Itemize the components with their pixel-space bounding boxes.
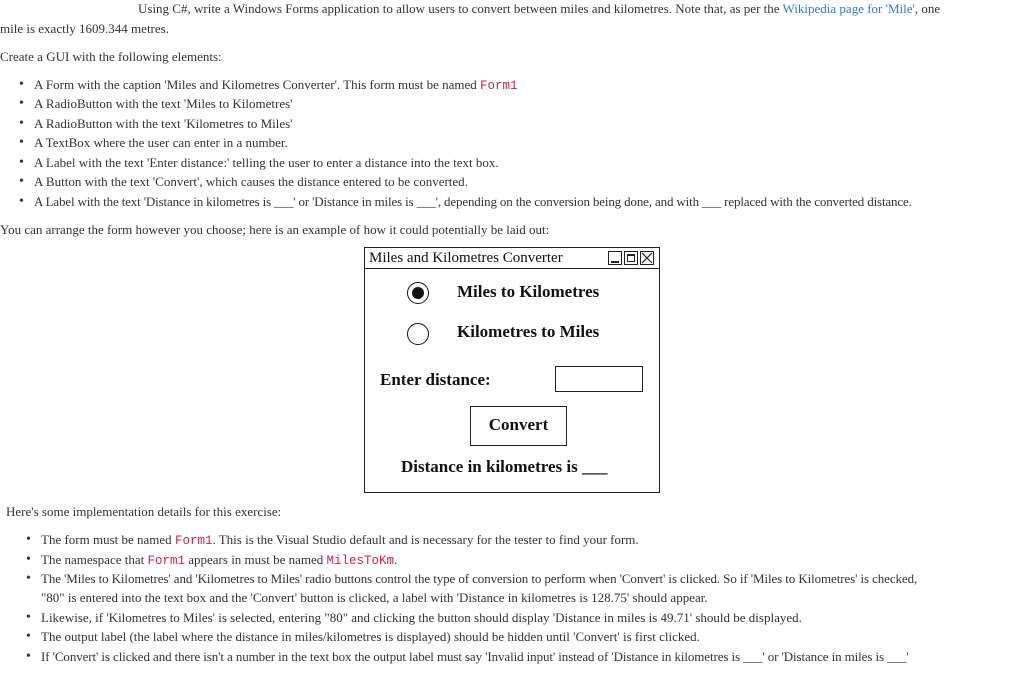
convert-button: Convert (470, 406, 567, 446)
distance-textbox (555, 366, 643, 392)
list-item: • The 'Miles to Kilometres' and 'Kilometres to Miles' radio buttons control the type of conversion to perform when 'Convert' is clicked. So if 'Miles to Kilometres' is checked, (26, 571, 918, 586)
mockup-titlebar (365, 248, 659, 268)
intro-line-2: mile is exactly 1609.344 metres. (0, 21, 169, 36)
arrange-text: You can arrange the form however you choose; here is an example of how it could potentially be laid out: (0, 222, 550, 237)
code-namespace: MilesToKm (326, 554, 395, 568)
intro-lead: Using C#, (138, 1, 191, 16)
radio-km-to-miles-label: Kilometres to Miles (457, 322, 600, 341)
list-item: • A Button with the text 'Convert', which causes the distance entered to be converted. (19, 174, 468, 189)
enter-distance-label: Enter distance: (380, 370, 491, 389)
bullet-icon: • (19, 135, 24, 150)
maximize-icon (624, 251, 638, 265)
bullet-icon: • (19, 155, 24, 170)
list-item: • The output label (the label where the distance in miles/kilometres is displayed) should be hidden until 'Convert' is first clicked. (26, 629, 700, 644)
radio-miles-to-km-label: Miles to Kilometres (457, 282, 600, 301)
intro-line-1 (138, 1, 940, 17)
bullet-icon: • (26, 571, 31, 586)
list-item: • A TextBox where the user can enter in a number. (19, 135, 288, 150)
mockup-caption: Miles and Kilometres Converter (369, 250, 563, 266)
list-item: • A RadioButton with the text 'Miles to Kilometres' (19, 96, 293, 111)
bullet-icon: • (26, 532, 31, 547)
list-item: • If 'Convert' is clicked and there isn't a number in the text box the output label must say 'Invalid input' instead of 'Distance in kilometres is ___' or 'Distance in miles is ___' (26, 649, 909, 664)
bullet-icon: • (19, 194, 24, 209)
list-item: • The namespace that Form1 appears in must be named MilesToKm. (26, 552, 398, 568)
titlebar-divider (365, 268, 659, 269)
form-mockup (364, 247, 660, 493)
output-label: Distance in kilometres is ___ (401, 457, 608, 476)
close-icon (640, 251, 654, 265)
list-item: • A Form with the caption 'Miles and Kilometres Converter'. This form must be named Form1 (19, 77, 518, 93)
intro-text-after: , one (914, 1, 941, 16)
radio-selected-dot (412, 287, 424, 299)
wikipedia-mile-link[interactable]: Wikipedia page for 'Mile' (782, 1, 915, 16)
list-item: • A Label with the text 'Distance in kilometres is ___' or 'Distance in miles is ___', depending on the conversion being done, and with ___ replaced with the converted distance. (19, 194, 912, 209)
list-item: • A RadioButton with the text 'Kilometres to Miles' (19, 116, 293, 131)
code-form1: Form1 (147, 554, 185, 568)
window-buttons (608, 251, 656, 265)
bullet-icon: • (19, 174, 24, 189)
radio-miles-to-km (407, 282, 429, 304)
radio-km-to-miles (407, 323, 429, 345)
bullet-icon: • (26, 610, 31, 625)
bullet-icon: • (26, 552, 31, 567)
list-item: • The form must be named Form1. This is the Visual Studio default and is necessary for the tester to find your form. (26, 532, 639, 548)
bullet-icon: • (26, 649, 31, 664)
minimize-icon (608, 251, 622, 265)
bullet-icon: • (19, 116, 24, 131)
list-item-continuation: "80" is entered into the text box and the 'Convert' button is clicked, a label with 'Distance in kilometres is 128.75' should appear. (41, 590, 708, 605)
list-item: • Likewise, if 'Kilometres to Miles' is selected, entering "80" and clicking the button should display 'Distance in miles is 49.71' should be displayed. (26, 610, 802, 625)
code-form1: Form1 (480, 79, 518, 93)
bullet-icon: • (19, 96, 24, 111)
impl-heading: Here's some implementation details for this exercise: (6, 504, 282, 519)
intro-text: write a Windows Forms application to allow users to convert between miles and kilometres. Note that, as per the (190, 1, 783, 16)
list-item: • A Label with the text 'Enter distance:' telling the user to enter a distance into the text box. (19, 155, 499, 170)
create-gui-text: Create a GUI with the following elements: (0, 49, 222, 64)
bullet-icon: • (26, 629, 31, 644)
bullet-icon: • (19, 77, 24, 92)
code-form1: Form1 (174, 534, 213, 548)
